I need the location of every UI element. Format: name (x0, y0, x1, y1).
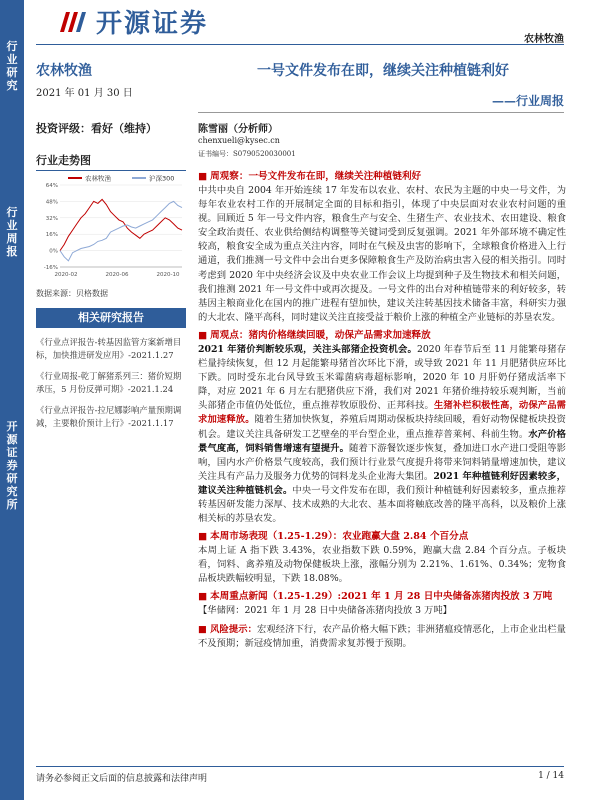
bullet-icon: ■ (198, 591, 208, 603)
trend-chart (36, 170, 186, 280)
section-heading-viewpoint: ■ 周观点：猪肉价格继续回暖，动保产品需求加速释放 (198, 329, 431, 341)
footer-disclaimer: 请务必参阅正文后面的信息披露和法律声明 (36, 774, 208, 784)
brand-name: 开源证券 (96, 8, 209, 39)
author-name: 陈雪丽（分析师） (198, 124, 278, 135)
x-tick-label: 2020-06 (105, 272, 129, 278)
strip-label-weekly: 行 业 周 报 (6, 206, 18, 258)
header-divider (36, 44, 564, 45)
legend-label: 沪深300 (149, 174, 175, 183)
brand-logo (58, 4, 208, 38)
trend-chart-title: 行业走势图 (36, 154, 91, 167)
bullet-icon: ■ (198, 329, 208, 341)
x-tick-label: 2020-10 (156, 272, 180, 278)
section-heading-market: ■ 本周市场表现（1.25-1.29）：农业跑赢大盘 2.84 个百分点 (198, 531, 469, 543)
bullet-icon: ■ (198, 531, 208, 543)
legend-label: 农林牧渔 (85, 174, 111, 183)
side-strip (0, 0, 24, 800)
series-line (60, 201, 182, 260)
report-date: 2021 年 01 月 30 日 (36, 88, 133, 99)
report-title: 一号文件发布在即，继续关注种植链利好 (257, 63, 509, 79)
logo-mark-icon (58, 6, 90, 36)
page-number: 1 / 14 (538, 771, 564, 781)
risk-bullet-icon: ■ (198, 623, 211, 635)
strip-label-institute: 开 源 证 券 研 究 所 (6, 420, 18, 511)
related-report-item[interactable]: 《行业点评报告-拉尼娜影响产量预期调减，主要粮价预计上行》-2021.1.17 (36, 405, 182, 428)
report-subtitle: ——行业周报 (491, 94, 564, 108)
section-heading-news: ■ 本周重点新闻（1.25-1.29）:2021 年 1 月 28 日中央储备冻猪肉投放 3 万吨 (198, 591, 553, 603)
paragraph-risk: ■ 风险提示：宏观经济下行，农产品价格大幅下跌；非洲猪瘟疫情恶化，上市企业出栏量不及预期；新冠疫情加重，消费需求复苏慢于预期。 (198, 623, 566, 649)
paragraph-market: 本周上证 A 指下跌 3.43%，农业指数下跌 0.59%，跑赢大盘 2.84 个百分点。子板块看，饲料、禽养殖及动物保健板块上涨，涨幅分别为 2.21%、1.61%、0.34%；宠物食品板块跌幅较明显，下跌 18.08%。 (198, 545, 566, 585)
sector-name: 农林牧渔 (36, 63, 92, 79)
header-category: 农林牧渔 (524, 34, 564, 45)
paragraph-viewpoint: 2021 年猪价判断较乐观，关注头部猪企投资机会。2020 年春节后至 11 月能繁母猪存栏量持续恢复，但 12 月起能繁母猪首次环比下滑，或导致 2021 年 11 月肥猪供应环比下跌。同时受东北台风导致玉米霉菌病毒超标影响，2020 年 10 月肝奶仔猪成活率下降，对应 2021 年 6 月左右肥猪供应下滑，我们对 2021 年猪价维持较乐观判断，当前头部猪企市值仍处低位，重点推荐牧原股份、正邦科技。生猪补栏积极性高，动保产品需求加速释放。随着生猪加快恢复，养殖后周期动保板块持续回暖，看好动物保健板块投资机会。建议关注具备研发工艺壁垒的平台型企业，重点推荐普莱柯、科前生物。水产价格景气度高，饲料销售增速有望提升。随着下游餐饮逐步恢复，叠加进口水产进口受阻等影响，国内水产价格景气度较高，我们预计行业景气度提升将带来饲料销量增速加快，建议关注具有产品力及服务力优势的饲料龙头企业海大集团。2021 年种植链利好因素较多，建议关注种植链机会。中央一号文件发布在即，我们预计种植链利好因素较多，重点推荐转基因研发能力深厚、技术成熟的大北农、基本面将触底改善的隆平高科，以及粮价上涨相关标的苏垦农发。 (198, 343, 566, 525)
author-cert: 证书编号：S0790520030001 (198, 150, 296, 158)
x-tick-label: 2020-02 (54, 272, 78, 278)
y-tick-label: -16% (43, 265, 58, 271)
y-tick-label: 0% (49, 248, 58, 255)
y-tick-label: 48% (45, 199, 58, 206)
related-report-item[interactable]: 《行业点评报告-转基因监管方案新增目标，加快推进研发应用》-2021.1.27 (36, 337, 182, 360)
series-line (60, 199, 182, 250)
section-heading-observation: ■ 周观察：一号文件发布在即，继续关注种植链利好 (198, 171, 422, 182)
related-reports-list (36, 336, 188, 438)
risk-heading: 风险提示： (210, 623, 257, 635)
related-report-item[interactable]: 《行业周报-乾丁解猪系列三：猪价短期承压，5 月份反弹可期》-2021.1.24 (36, 371, 182, 394)
lead-sentence: 生猪补栏积极性高，动保产品需求加速释放。 (198, 400, 566, 426)
author-email[interactable]: chenxueli@kysec.cn (198, 136, 280, 145)
investment-rating: 投资评级：看好（维持） (36, 122, 157, 135)
lead-sentence: 2021 年猪价判断较乐观，关注头部猪企投资机会。 (198, 343, 417, 355)
paragraph-observation: 中共中央自 2004 年开始连续 17 年发布以农业、农村、农民为主题的中央一号文件，为每年农业农村工作的开展制定全面的目标和指引，体现了中央层面对农业农村问题的重视。回顾近 5 年一号文件内容，粮食生产与安全、生猪生产、农业技术、农田建设、粮食安全政治责任、农业供给侧结构调整等关键词受到反复强调。2021 年外部环境不确定性较高，粮食安全成为重点关注内容，同时在气候及虫害的影响下，全球粮食价格进入上行通道，我们推测一号文件中会出台更多保障粮食生产及防治病虫害入侵的相关指引。同时考虑到 2020 年中央经济会议及中央农业工作会议上均提到种子及生物技术和相关问题，我们推测 2021 年一号文件中或再次提及。一号文件的出台对种植链带来的利好较多，转基因主粮商业化在国内的推广进程有望加快，建议关注转基因技术储备丰富，科研实力强的大北农、隆平高科，同时建议关注直接受益于粮价上涨的种植全产业链标的苏垦农发。 (198, 185, 566, 323)
paragraph-news: 【华储网：2021 年 1 月 28 日中央储备冻猪肉投放 3 万吨】 (198, 605, 452, 617)
related-reports-title: 相关研究报告 (36, 308, 186, 328)
report-body (198, 166, 566, 651)
y-tick-label: 16% (45, 232, 58, 239)
lead-sentence: 水产价格景气度高，饲料销售增速有望提升。 (198, 428, 566, 454)
strip-label-research: 行 业 研 究 (6, 40, 18, 92)
chart-source: 数据来源：贝格数据 (36, 289, 108, 298)
title-divider (198, 112, 564, 113)
y-tick-label: 64% (45, 183, 58, 189)
bullet-icon: ■ (198, 171, 208, 182)
y-tick-label: 32% (45, 215, 58, 222)
footer-divider (36, 766, 564, 767)
trend-chart-svg (36, 171, 186, 281)
lead-sentence: 2021 年种植链利好因素较多，建议关注种植链机会。 (198, 470, 566, 496)
